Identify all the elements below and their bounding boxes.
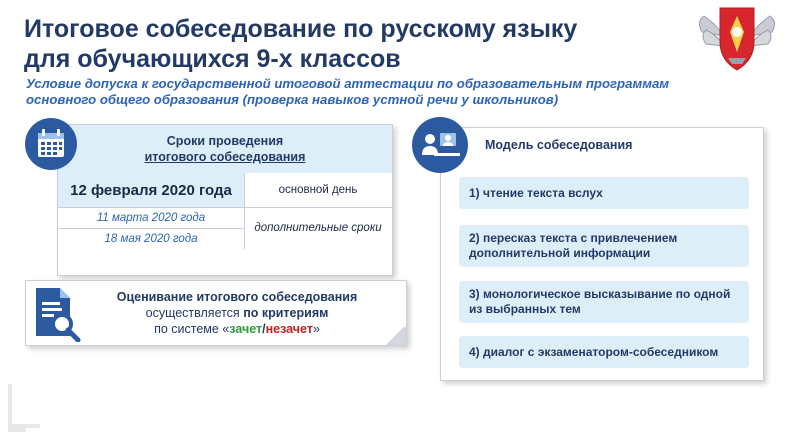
- model-title: Модель собеседования: [485, 138, 633, 152]
- evaluation-criteria: по критериям: [243, 306, 329, 320]
- pass-label: зачет: [229, 322, 263, 336]
- evaluation-line-2-prefix: осуществляется: [145, 306, 244, 320]
- interview-model-card: [440, 127, 764, 381]
- evaluation-line-2: [92, 305, 382, 321]
- document-search-icon: [26, 284, 84, 342]
- subtitle-line-1: Условие допуска к государственной итоговой аттестации по образовательным программам: [26, 76, 670, 91]
- page-fold: [384, 327, 406, 345]
- schedule-heading-line-2: итогового собеседования: [144, 150, 306, 164]
- rosobrnadzor-emblem-icon: [694, 2, 780, 74]
- schedule-row-main: [58, 173, 392, 208]
- calendar-icon: [25, 118, 77, 170]
- evaluation-line-3-suffix: »: [312, 322, 320, 336]
- calendar-icon-circle: [25, 118, 77, 170]
- column-divider: [244, 173, 245, 249]
- title-line-2: для обучающихся 9-х классов: [24, 45, 401, 73]
- model-item-2: 2) пересказ текста с привлечением дополнительной информации: [459, 225, 749, 267]
- fail-label: незачет: [265, 322, 313, 336]
- title-line-1: Итоговое собеседование по русскому языку: [24, 15, 578, 43]
- slash: /: [262, 322, 266, 336]
- corner-decoration-bar: [8, 424, 40, 428]
- schedule-table: [57, 124, 393, 276]
- extra-date-2: 18 мая 2020 года: [104, 233, 198, 245]
- model-item-1: 1) чтение текста вслух: [459, 177, 749, 209]
- main-date: 12 февраля 2020 года: [58, 173, 244, 207]
- main-date-label: основной день: [278, 184, 358, 196]
- interview-icon: [412, 117, 468, 173]
- model-item-3: 3) монологическое высказывание по одной из выбранных тем: [459, 281, 749, 323]
- model-item-4: 4) диалог с экзаменатором-собеседником: [459, 336, 749, 368]
- subtitle-line-2: основного общего образования (проверка навыков устной речи у школьников): [26, 92, 559, 107]
- subtitle: [26, 76, 706, 108]
- evaluation-line-3-prefix: по системе «: [154, 322, 230, 336]
- extra-date-1: 11 марта 2020 года: [96, 212, 206, 224]
- extra-dates-label: дополнительные сроки: [254, 222, 382, 234]
- schedule-heading: [58, 125, 392, 173]
- schedule-heading-line-1: Сроки проведения: [166, 134, 284, 148]
- page-title: [24, 14, 664, 74]
- evaluation-text: [92, 289, 382, 337]
- interview-icon-circle: [412, 117, 468, 173]
- evaluation-line-3: [92, 321, 382, 337]
- evaluation-line-1: Оценивание итогового собеседования: [116, 290, 358, 304]
